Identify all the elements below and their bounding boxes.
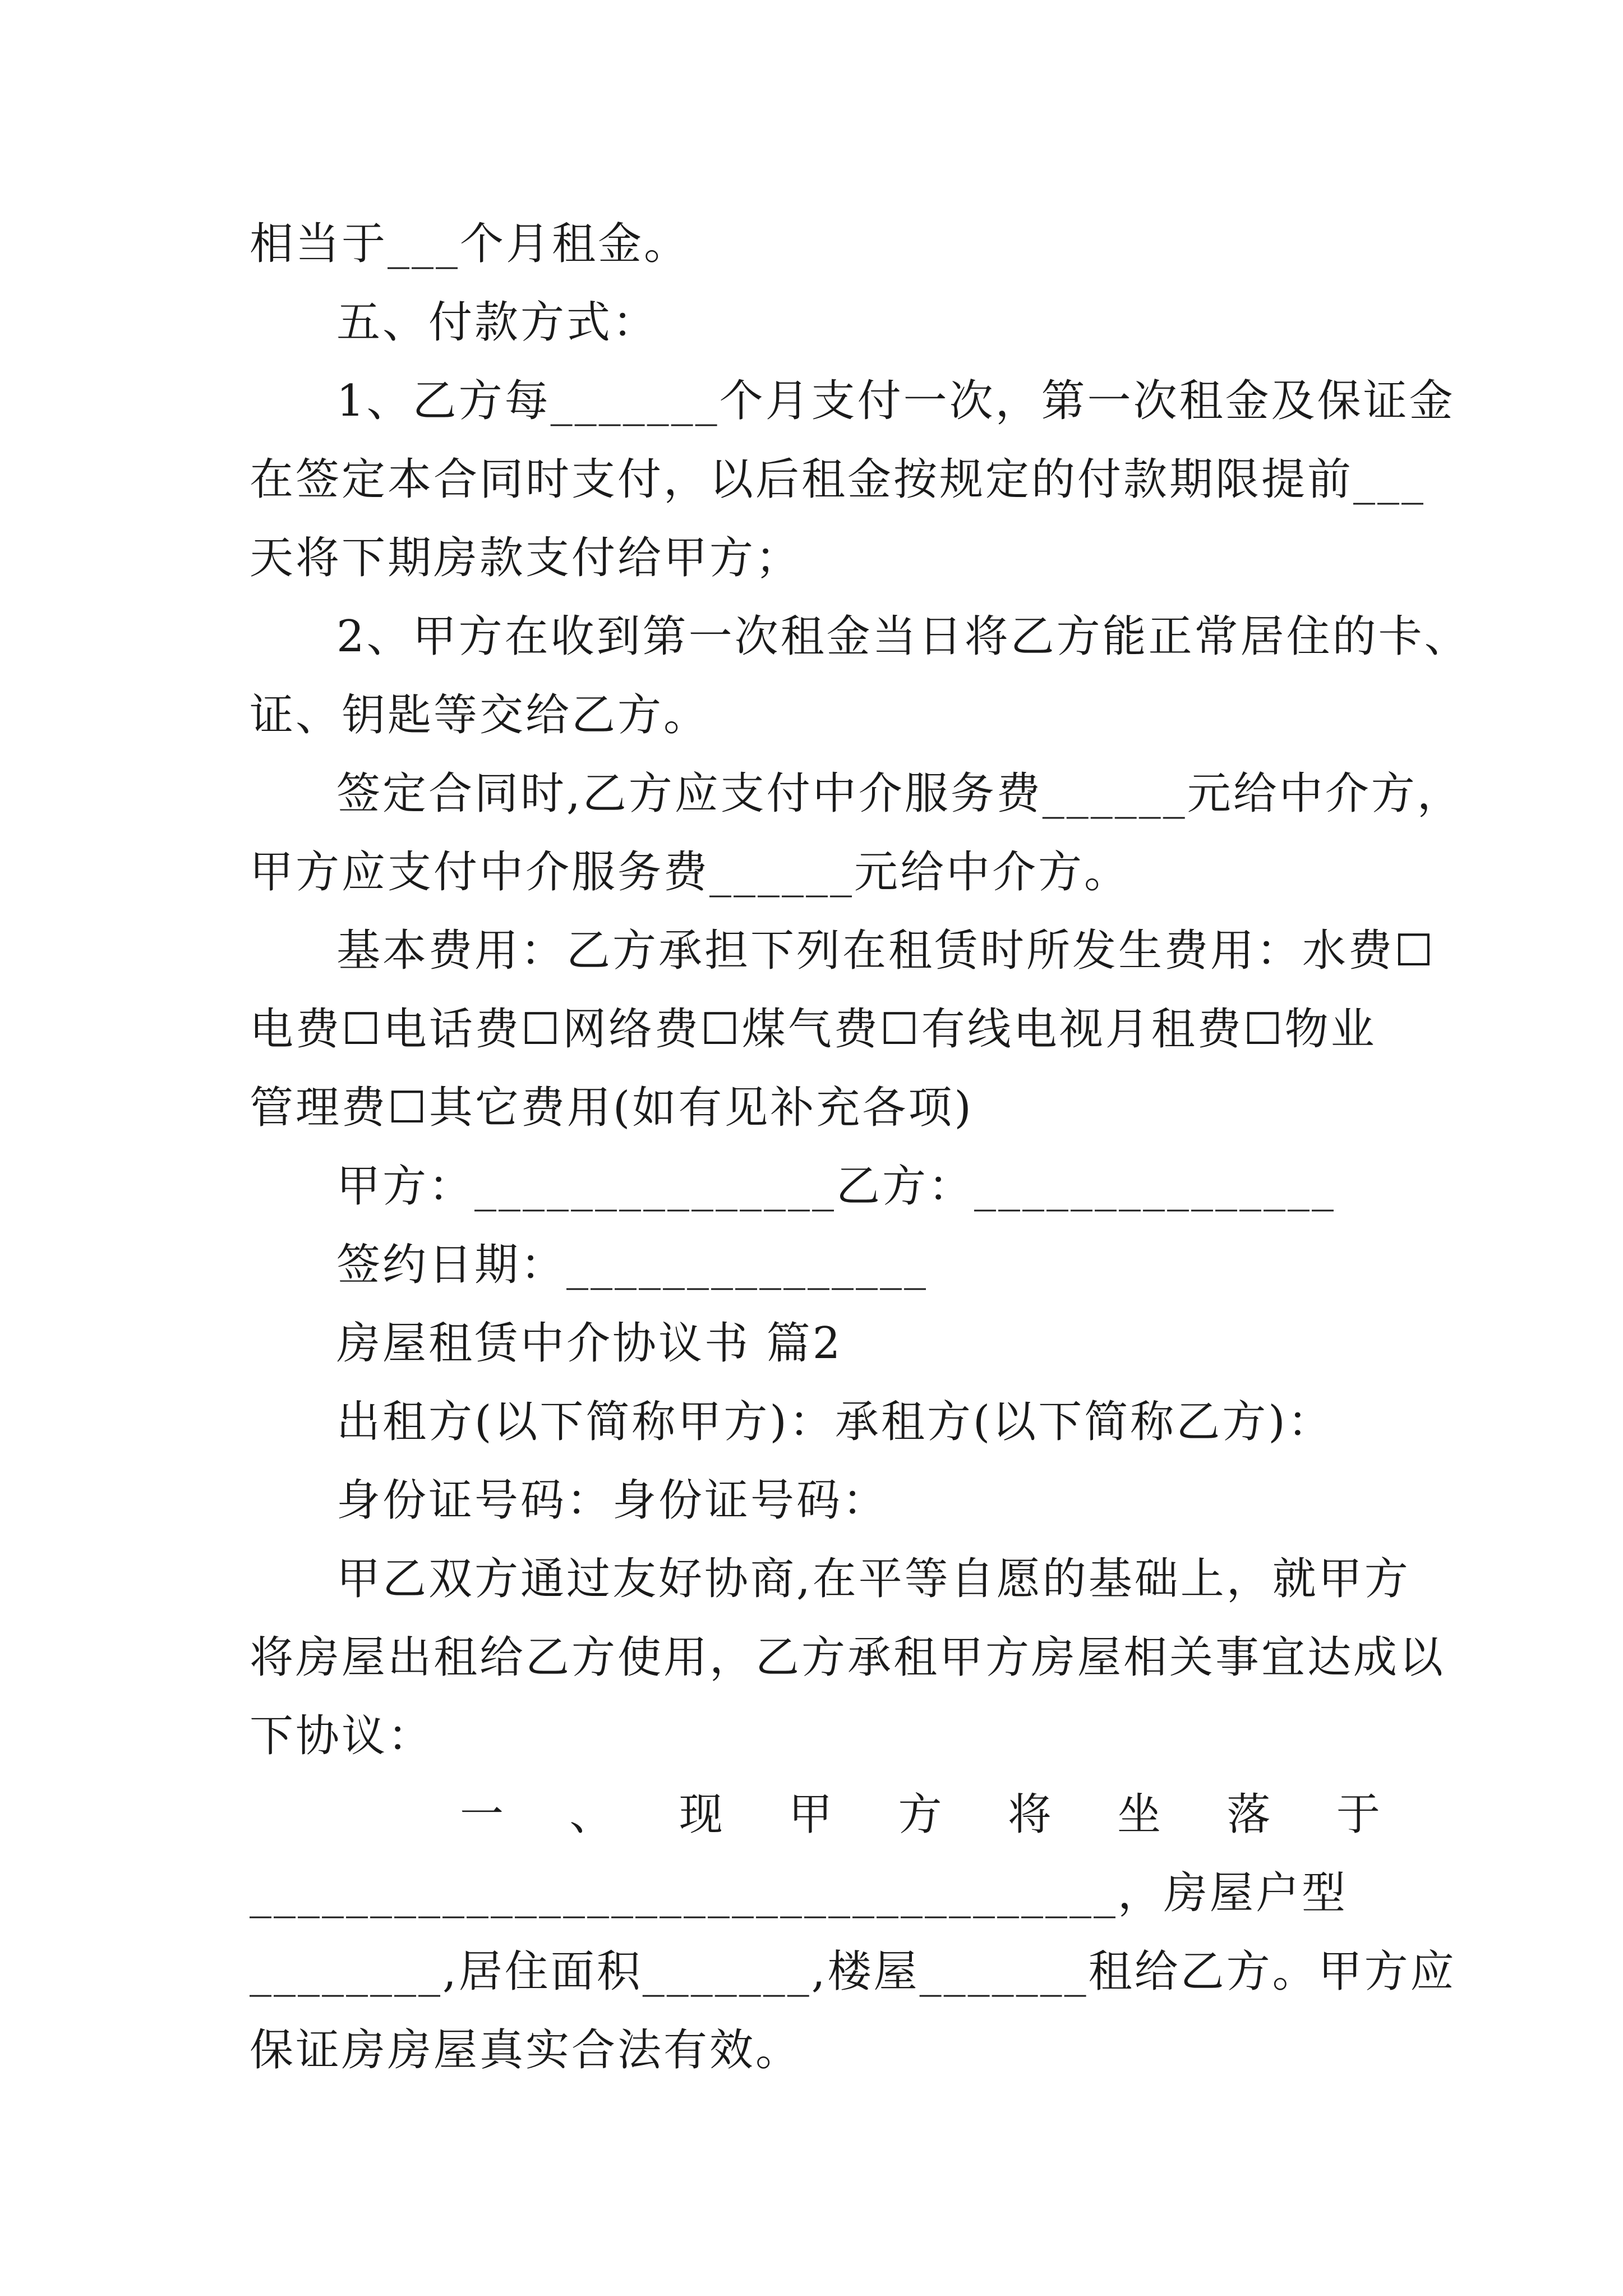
paragraph-line: 2、甲方在收到第一次租金当日将乙方能正常居住的卡、 bbox=[336, 611, 1470, 662]
spread-char: 、 bbox=[569, 1789, 616, 1840]
paragraph-line: 在签定本合同时支付，以后租金按规定的付款期限提前___ bbox=[250, 454, 1426, 505]
date-line: 签约日期：_______________ bbox=[336, 1240, 929, 1290]
paragraph-line: 证、钥匙等交给乙方。 bbox=[250, 690, 710, 740]
section-heading: 五、付款方式： bbox=[336, 297, 659, 348]
spread-char: 于 bbox=[1336, 1789, 1382, 1840]
spread-char: 落 bbox=[1227, 1789, 1273, 1840]
paragraph-line: 甲方应支付中介服务费______元给中介方。 bbox=[250, 847, 1131, 898]
paragraph-line: 甲乙双方通过友好协商,在平等自愿的基础上，就甲方 bbox=[336, 1554, 1410, 1604]
paragraph-line: ________,居住面积_______,楼屋_______租给乙方。甲方应 bbox=[250, 1947, 1456, 1997]
paragraph-line: 1、乙方每_______个月支付一次，第一次租金及保证金 bbox=[336, 376, 1455, 426]
paragraph-line: 基本费用：乙方承担下列在租赁时所发生费用：水费☐ bbox=[336, 926, 1436, 976]
spread-char: 一 bbox=[460, 1789, 506, 1840]
spread-line bbox=[460, 1787, 1382, 1843]
paragraph-line: 电费☐电话费☐网络费☐煤气费☐有线电视月租费☐物业 bbox=[250, 1004, 1377, 1055]
paragraph-line: ____________________________________，房屋户型 bbox=[250, 1868, 1348, 1918]
paragraph-line: 身份证号码：身份证号码： bbox=[336, 1475, 889, 1526]
spread-char: 现 bbox=[679, 1789, 725, 1840]
paragraph-line: 管理费☐其它费用(如有见补充各项) bbox=[250, 1083, 974, 1133]
spread-char: 将 bbox=[1007, 1789, 1054, 1840]
paragraph-line: 相当于___个月租金。 bbox=[250, 219, 690, 269]
spread-char: 方 bbox=[898, 1789, 944, 1840]
paragraph-line: 天将下期房款支付给甲方； bbox=[250, 533, 802, 583]
section-title: 房屋租赁中介协议书 篇2 bbox=[336, 1318, 843, 1369]
paragraph-line: 将房屋出租给乙方使用，乙方承租甲方房屋相关事宜达成以 bbox=[250, 1632, 1446, 1683]
paragraph-line: 下协议： bbox=[250, 1711, 434, 1761]
paragraph-line: 保证房房屋真实合法有效。 bbox=[250, 2025, 802, 2076]
spread-char: 坐 bbox=[1117, 1789, 1164, 1840]
spread-char: 甲 bbox=[789, 1789, 835, 1840]
paragraph-line: 出租方(以下简称甲方)：承租方(以下简称乙方)： bbox=[336, 1397, 1334, 1447]
paragraph-line: 签定合同时,乙方应支付中介服务费______元给中介方， bbox=[336, 769, 1463, 819]
signature-line: 甲方：_______________乙方：_______________ bbox=[336, 1161, 1336, 1212]
